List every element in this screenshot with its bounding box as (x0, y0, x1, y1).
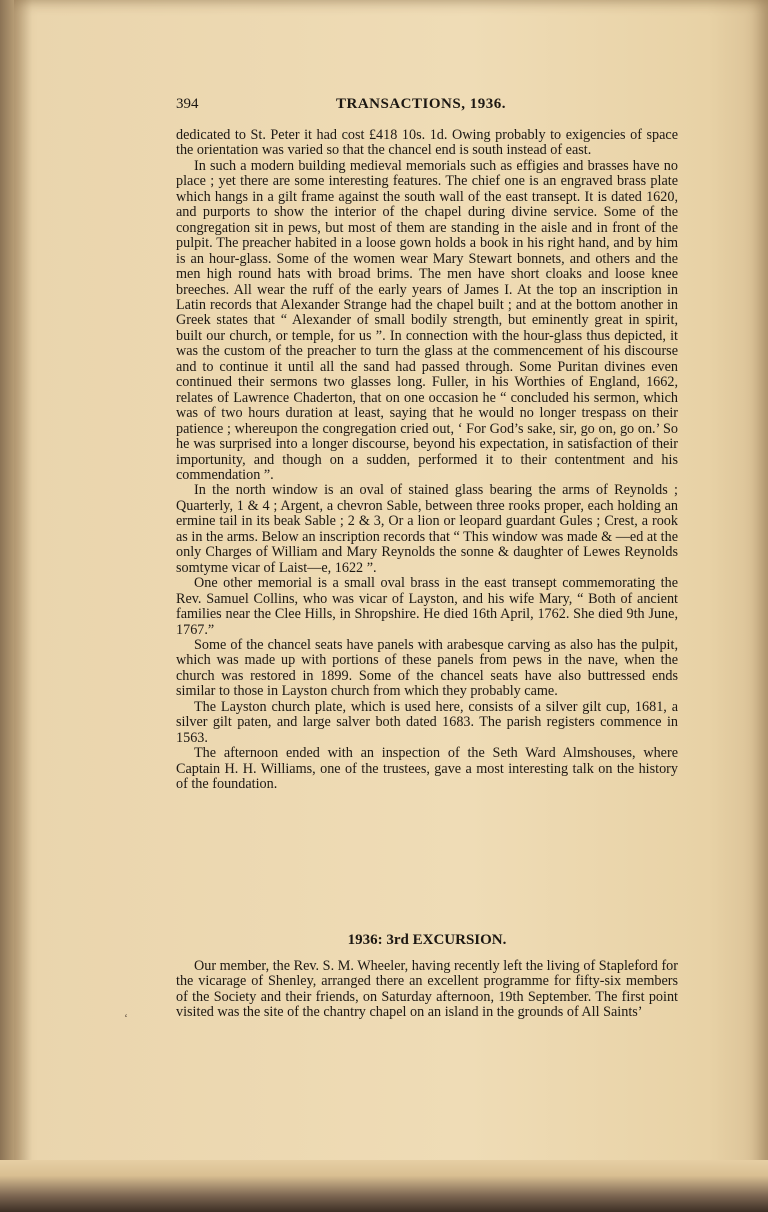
page-number: 394 (176, 96, 199, 112)
main-text (176, 128, 678, 792)
paragraph: Our member, the Rev. S. M. Wheeler, having recently left the living of Stapleford for the vicarage of Shenley, arranged there an excellent programme for fifty-six members of the Society and their friends, on Saturday afternoon, 19th September. The first point visited was the site of the chantry chapel on an island in the grounds of All Saints’ (176, 958, 678, 1021)
paragraph: The afternoon ended with an inspection of the Seth Ward Almshouses, where Captain H. H. Williams, one of the trustees, gave a most interesting talk on the history of the foundation. (176, 745, 678, 793)
margin-mark: ‘ (124, 1011, 128, 1025)
paragraph: The Layston church plate, which is used here, consists of a silver gilt cup, 1681, a silver gilt paten, and large salver both dated 1683. The parish registers commence in 1563. (176, 698, 678, 746)
running-head: TRANSACTIONS, 1936. (336, 96, 506, 112)
paragraph: In the north window is an oval of stained glass bearing the arms of Reynolds ; Quarterly, 1 & 4 ; Argent, a chevron Sable, between three rooks proper, each holding an ermine tail in its beak Sable ; 2 & 3, Or a lion or leopard guardant Gules ; Crest, a rook as in the arms. Below an inscription records that “ This window was made & —ed at the only Charges of William and Mary Reynolds the sonne & daughter of Lewes Reynolds somtyme vicar of Laist—e, 1622 ”. (176, 482, 678, 576)
page-bottom-edge (0, 1160, 768, 1212)
paragraph: In such a modern building medieval memorials such as effigies and brasses have no place ; yet there are some interesting features. The chief one is an engraved brass plate which hangs in a gilt frame against the south wall of the east transept. It is dated 1620, and purports to show the interior of the chapel during divine service. Some of the congregation sit in pews, but most of them are standing in the aisle and in front of the pulpit. The preacher habited in a loose gown holds a book in his right hand, and by him is an hour-glass. Some of the women wear Mary Stewart bonnets, and others and the men high round hats with broad brims. The men have short cloaks and loose knee breeches. All wear the ruff of the early years of James I. At the top an inscription in Latin records that Alexander Strange had the chapel built ; and at the bottom another in Greek states that “ Alexander of small bodily strength, but eminently great in spirit, built our church, or temple, for us ”. In connection with the hour-glass thus depicted, it was the custom of the preacher to turn the glass at the commencement of his discourse and to continue it until all the sand had passed through. Some Puritan divines even continued their sermons two glasses long. Fuller, in his Worthies of England, 1662, relates of Lawrence Chaderton, that on one occasion he “ concluded his sermon, which was of two hours duration at least, saying that he would no longer trespass on their patience ; whereupon the congregation cried out, ‘ For God’s sake, sir, go on, go on.’ So he was surprised into a longer discourse, beyond his expectation, in satisfaction of their importunity, and though on a sudden, performed it to their contentment and his commendation ”. (176, 157, 678, 483)
paragraph: dedicated to St. Peter it had cost £418 10s. 1d. Owing probably to exigencies of space the orientation was varied so that the chancel end is south instead of east. (176, 127, 678, 159)
section-text (176, 959, 678, 1021)
page-header (176, 96, 678, 118)
paragraph: Some of the chancel seats have panels with arabesque carving as also has the pulpit, which was made up with portions of these panels from pews in the nave, when the church was restored in 1899. Some of the chancel seats have also buttressed ends similar to those in Layston church from which they probably came. (176, 636, 678, 700)
paragraph: One other memorial is a small oval brass in the east transept commemorating the Rev. Samuel Collins, who was vicar of Layston, and his wife Mary, “ Both of ancient families near the Clee Hills, in Shropshire. He died 16th April, 1762. She died 9th June, 1767.” (176, 575, 678, 638)
book-spine (0, 0, 14, 1212)
section-title: 1936: 3rd EXCURSION. (347, 932, 507, 948)
